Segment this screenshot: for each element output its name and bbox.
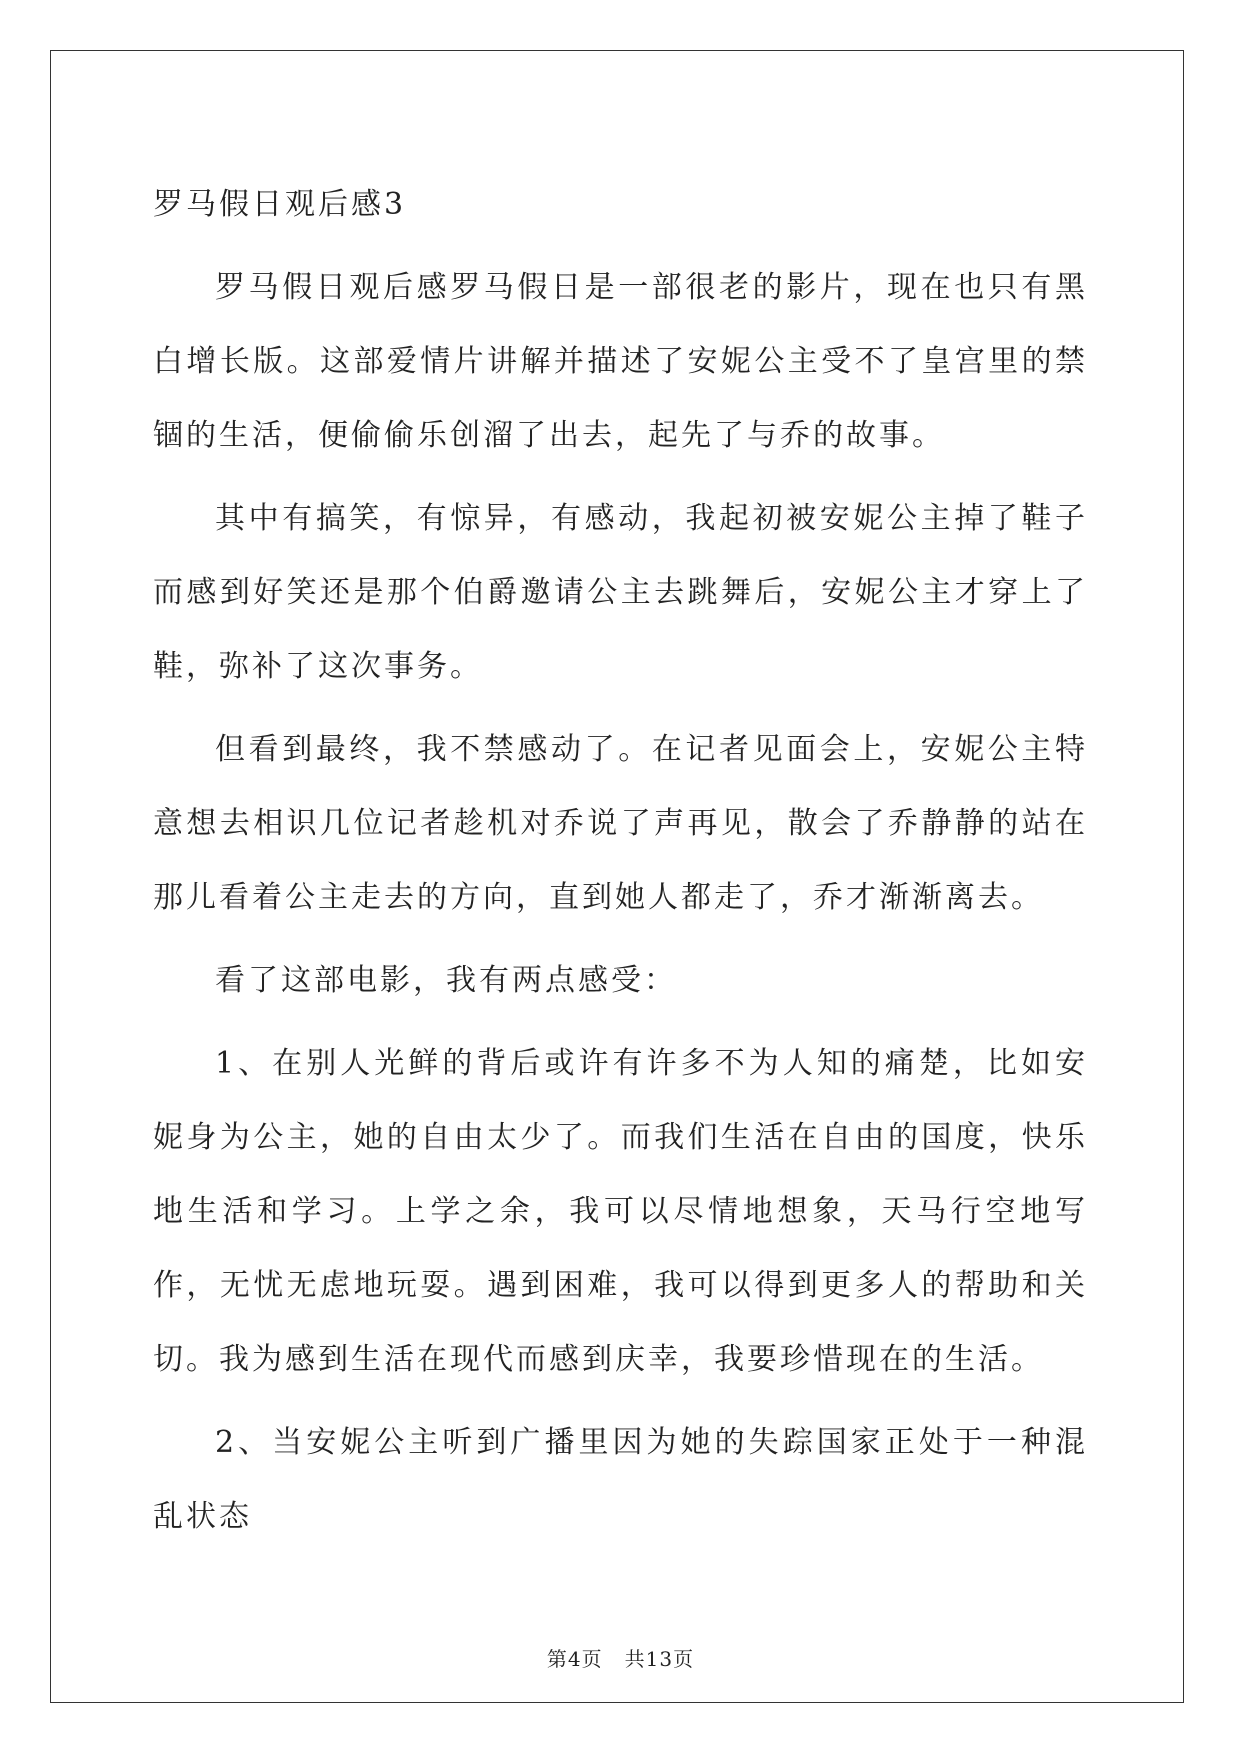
- paragraph-6: 2、当安妮公主听到广播里因为她的失踪国家正处于一种混乱状态: [153, 1425, 1088, 1534]
- paragraph-3: 但看到最终，我不禁感动了。在记者见面会上，安妮公主特意想去相识几位记者趁机对乔说了声再见，散会了乔静静的站在那儿看着公主走去的方向，直到她人都走了，乔才渐渐离去。: [153, 732, 1088, 915]
- paragraph-4: 看了这部电影，我有两点感受：: [215, 963, 677, 998]
- paragraph-5: 1、在别人光鲜的背后或许有许多不为人知的痛楚，比如安妮身为公主，她的自由太少了。而我们生活在自由的国度，快乐地生活和学习。上学之余，我可以尽情地想象，天马行空地写作，无忧无虑地玩耍。遇到困难，我可以得到更多人的帮助和关切。我为感到生活在现代而感到庆幸，我要珍惜现在的生活。: [153, 1046, 1088, 1377]
- document-title: 罗马假日观后感3: [153, 187, 407, 222]
- page-footer: [0, 1643, 1241, 1672]
- page-number: 第4页: [546, 1647, 603, 1671]
- paragraph-2: 其中有搞笑，有惊异，有感动，我起初被安妮公主掉了鞋子而感到好笑还是那个伯爵邀请公主去跳舞后，安妮公主才穿上了鞋，弥补了这次事务。: [153, 501, 1088, 684]
- paragraph-1: 罗马假日观后感罗马假日是一部很老的影片，现在也只有黑白增长版。这部爱情片讲解并描述了安妮公主受不了皇宫里的禁锢的生活，便偷偷乐创溜了出去，起先了与乔的故事。: [153, 270, 1088, 453]
- document-body: [153, 168, 1088, 1554]
- page-total: 共13页: [624, 1647, 695, 1671]
